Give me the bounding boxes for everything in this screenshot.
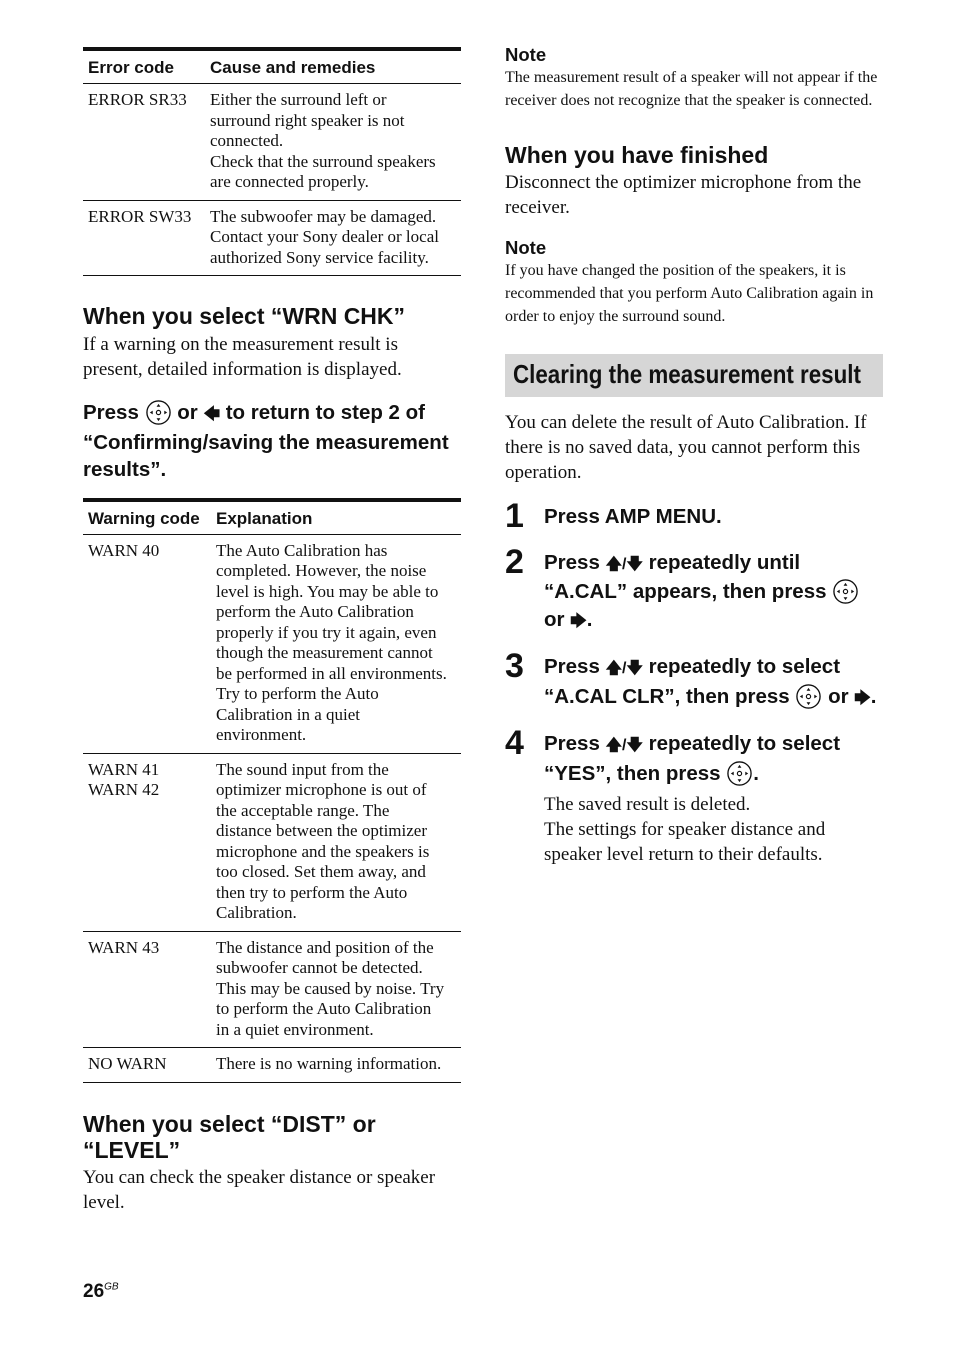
step-3 [505, 647, 883, 712]
code-cell [83, 84, 205, 201]
description-line: completed. However, the noise [216, 561, 427, 580]
right-arrow-icon: 🡆 [570, 612, 587, 630]
step-or-text: or [544, 607, 565, 631]
code-cell [83, 534, 211, 753]
note-title: Note [505, 44, 547, 65]
description-line: Calibration in a quiet [216, 704, 360, 724]
description-line: authorized Sony service facility. [210, 247, 429, 267]
description-line: too closed. Set them away, and [216, 862, 426, 881]
description-line: be performed in all environments. [216, 663, 447, 683]
description-line: environment. [216, 725, 307, 744]
description-line: properly if you try it again, even [216, 622, 437, 642]
description-line: in a quiet environment. [216, 1019, 374, 1039]
wrn-chk-instruction [83, 399, 461, 484]
dist-level-heading: When you select “DIST” or “LEVEL” [83, 1110, 376, 1163]
description-line: subwoofer cannot be detected. [216, 958, 423, 977]
step-number: 4 [505, 724, 524, 762]
section-title: Clearing the measurement result [513, 359, 861, 389]
description-line: Check that the surround speakers [210, 151, 436, 171]
clearing-intro: You can delete the result of Auto Calibration. If there is no saved data, you cannot perform this operation. [505, 412, 867, 483]
description-line: connected. [210, 131, 284, 150]
description-line: Calibration. [216, 903, 297, 922]
step-1 [505, 497, 883, 535]
description-line: There is no warning information. [216, 1054, 442, 1073]
step-number: 1 [505, 497, 524, 535]
description-cell [211, 753, 461, 931]
description-line: Contact your Sony dealer or local [210, 227, 439, 246]
description-cell [211, 931, 461, 1048]
description-line: distance between the optimizer [216, 821, 427, 840]
description-line: The Auto Calibration has [216, 540, 388, 560]
description-line: perform the Auto Calibration [216, 602, 414, 621]
enter-button-icon [795, 683, 822, 710]
dist-level-body: You can check the speaker distance or speaker level. [83, 1166, 436, 1213]
instruction-rest-text: to return to step 2 of “Confirming/saving the measurement results”. [83, 401, 449, 481]
description-line: The sound input from the [216, 759, 389, 779]
step-or-text: or [828, 684, 849, 708]
code-text: ERROR SW33 [88, 206, 192, 226]
code-cell [83, 200, 205, 276]
section-banner [505, 354, 883, 397]
table-row [83, 931, 461, 1048]
description-line: Try to perform the Auto [216, 684, 379, 703]
step-action-text: repeatedly until “A.CAL” appears, then press [544, 550, 827, 603]
explanation-header: Explanation [211, 500, 461, 535]
error-code-table [83, 47, 461, 276]
code-text: WARN 41 [88, 759, 160, 779]
page-number-value: 26 [83, 1281, 105, 1302]
step-press-text: Press [544, 732, 600, 755]
description-cell [211, 534, 461, 753]
code-text: WARN 42 [88, 780, 160, 799]
note-body: The measurement result of a speaker will not appear if the receiver does not recognize that the speaker is connected. [505, 69, 878, 109]
page-number [83, 1281, 119, 1303]
step-action-text: repeatedly to select “A.CAL CLR”, then press [544, 655, 841, 708]
instruction-or-text: or [177, 401, 198, 424]
finished-body: Disconnect the optimizer microphone from the receiver. [505, 172, 862, 218]
table-row [83, 1048, 461, 1083]
warning-code-header: Warning code [83, 500, 211, 535]
warning-code-table [83, 498, 461, 1083]
wrn-chk-body: If a warning on the measurement result is present, detailed information is displayed. [83, 334, 402, 380]
step-4 [505, 724, 883, 867]
finished-heading: When you have finished [505, 142, 769, 168]
left-column [83, 47, 461, 1215]
code-cell [83, 1048, 211, 1083]
table-row [83, 753, 461, 931]
step-2 [505, 542, 883, 636]
right-arrow-icon: 🡆 [854, 689, 871, 707]
wrn-chk-heading: When you select “WRN CHK” [83, 303, 406, 329]
enter-button-icon [832, 578, 859, 605]
step-result-line: The saved result is deleted. [544, 794, 751, 815]
left-arrow-icon: 🡄 [203, 406, 220, 423]
description-line: the acceptable range. The [216, 800, 390, 820]
description-line: The distance and position of the [216, 937, 434, 957]
step-text: Press AMP MENU. [544, 505, 722, 528]
up-down-arrow-icon: 🡅/🡇 [605, 555, 643, 573]
description-line: Either the surround left or [210, 90, 387, 109]
note-body: If you have changed the position of the speakers, it is recommended that you perform Auto Calibration again in order to enjoy the surround sound. [505, 262, 874, 325]
enter-button-icon [145, 399, 172, 426]
description-line: to perform the Auto Calibration [216, 999, 432, 1018]
description-line: The subwoofer may be damaged. [210, 206, 437, 226]
step-text: Press 🡅/🡇 repeatedly until “A.CAL” appears, then press or 🡆. [544, 549, 883, 636]
step-action-text: repeatedly to select “YES”, then press [544, 732, 841, 785]
step-result-line: The settings for speaker distance and speaker level return to their defaults. [544, 819, 826, 865]
description-line: level is high. You may be able to [216, 581, 439, 601]
code-text: ERROR SR33 [88, 90, 187, 109]
note-title: Note [505, 237, 547, 258]
description-cell [205, 84, 461, 201]
table-row [83, 200, 461, 276]
description-cell [205, 200, 461, 276]
code-text: WARN 43 [88, 937, 160, 957]
instruction-press-text: Press [83, 401, 139, 424]
page-number-suffix: GB [104, 1281, 119, 1293]
description-line: microphone and the speakers is [216, 841, 430, 861]
table-row [83, 84, 461, 201]
step-text: Press 🡅/🡇 repeatedly to select “YES”, then press . [544, 732, 841, 785]
code-text: WARN 40 [88, 540, 160, 560]
step-press-text: Press [544, 655, 600, 678]
cause-remedies-header: Cause and remedies [205, 49, 461, 84]
code-text: NO WARN [88, 1054, 167, 1073]
enter-button-icon [726, 760, 753, 787]
description-line: are connected properly. [210, 172, 369, 191]
code-cell [83, 753, 211, 931]
up-down-arrow-icon: 🡅/🡇 [605, 737, 643, 754]
step-number: 3 [505, 647, 524, 685]
description-line: though the measurement cannot [216, 643, 433, 662]
description-cell [211, 1048, 461, 1083]
up-down-arrow-icon: 🡅/🡇 [605, 660, 643, 677]
description-line: This may be caused by noise. Try [216, 978, 445, 998]
step-number: 2 [505, 542, 524, 581]
error-code-header: Error code [83, 49, 205, 84]
step-press-text: Press [544, 550, 600, 574]
right-column [505, 44, 883, 867]
table-row [83, 534, 461, 753]
code-cell [83, 931, 211, 1048]
description-line: surround right speaker is not [210, 110, 405, 130]
description-line: then try to perform the Auto [216, 882, 408, 902]
step-text: Press 🡅/🡇 repeatedly to select “A.CAL CLR”, then press or 🡆. [544, 655, 877, 708]
description-line: optimizer microphone is out of [216, 780, 427, 799]
step-result [544, 792, 883, 867]
